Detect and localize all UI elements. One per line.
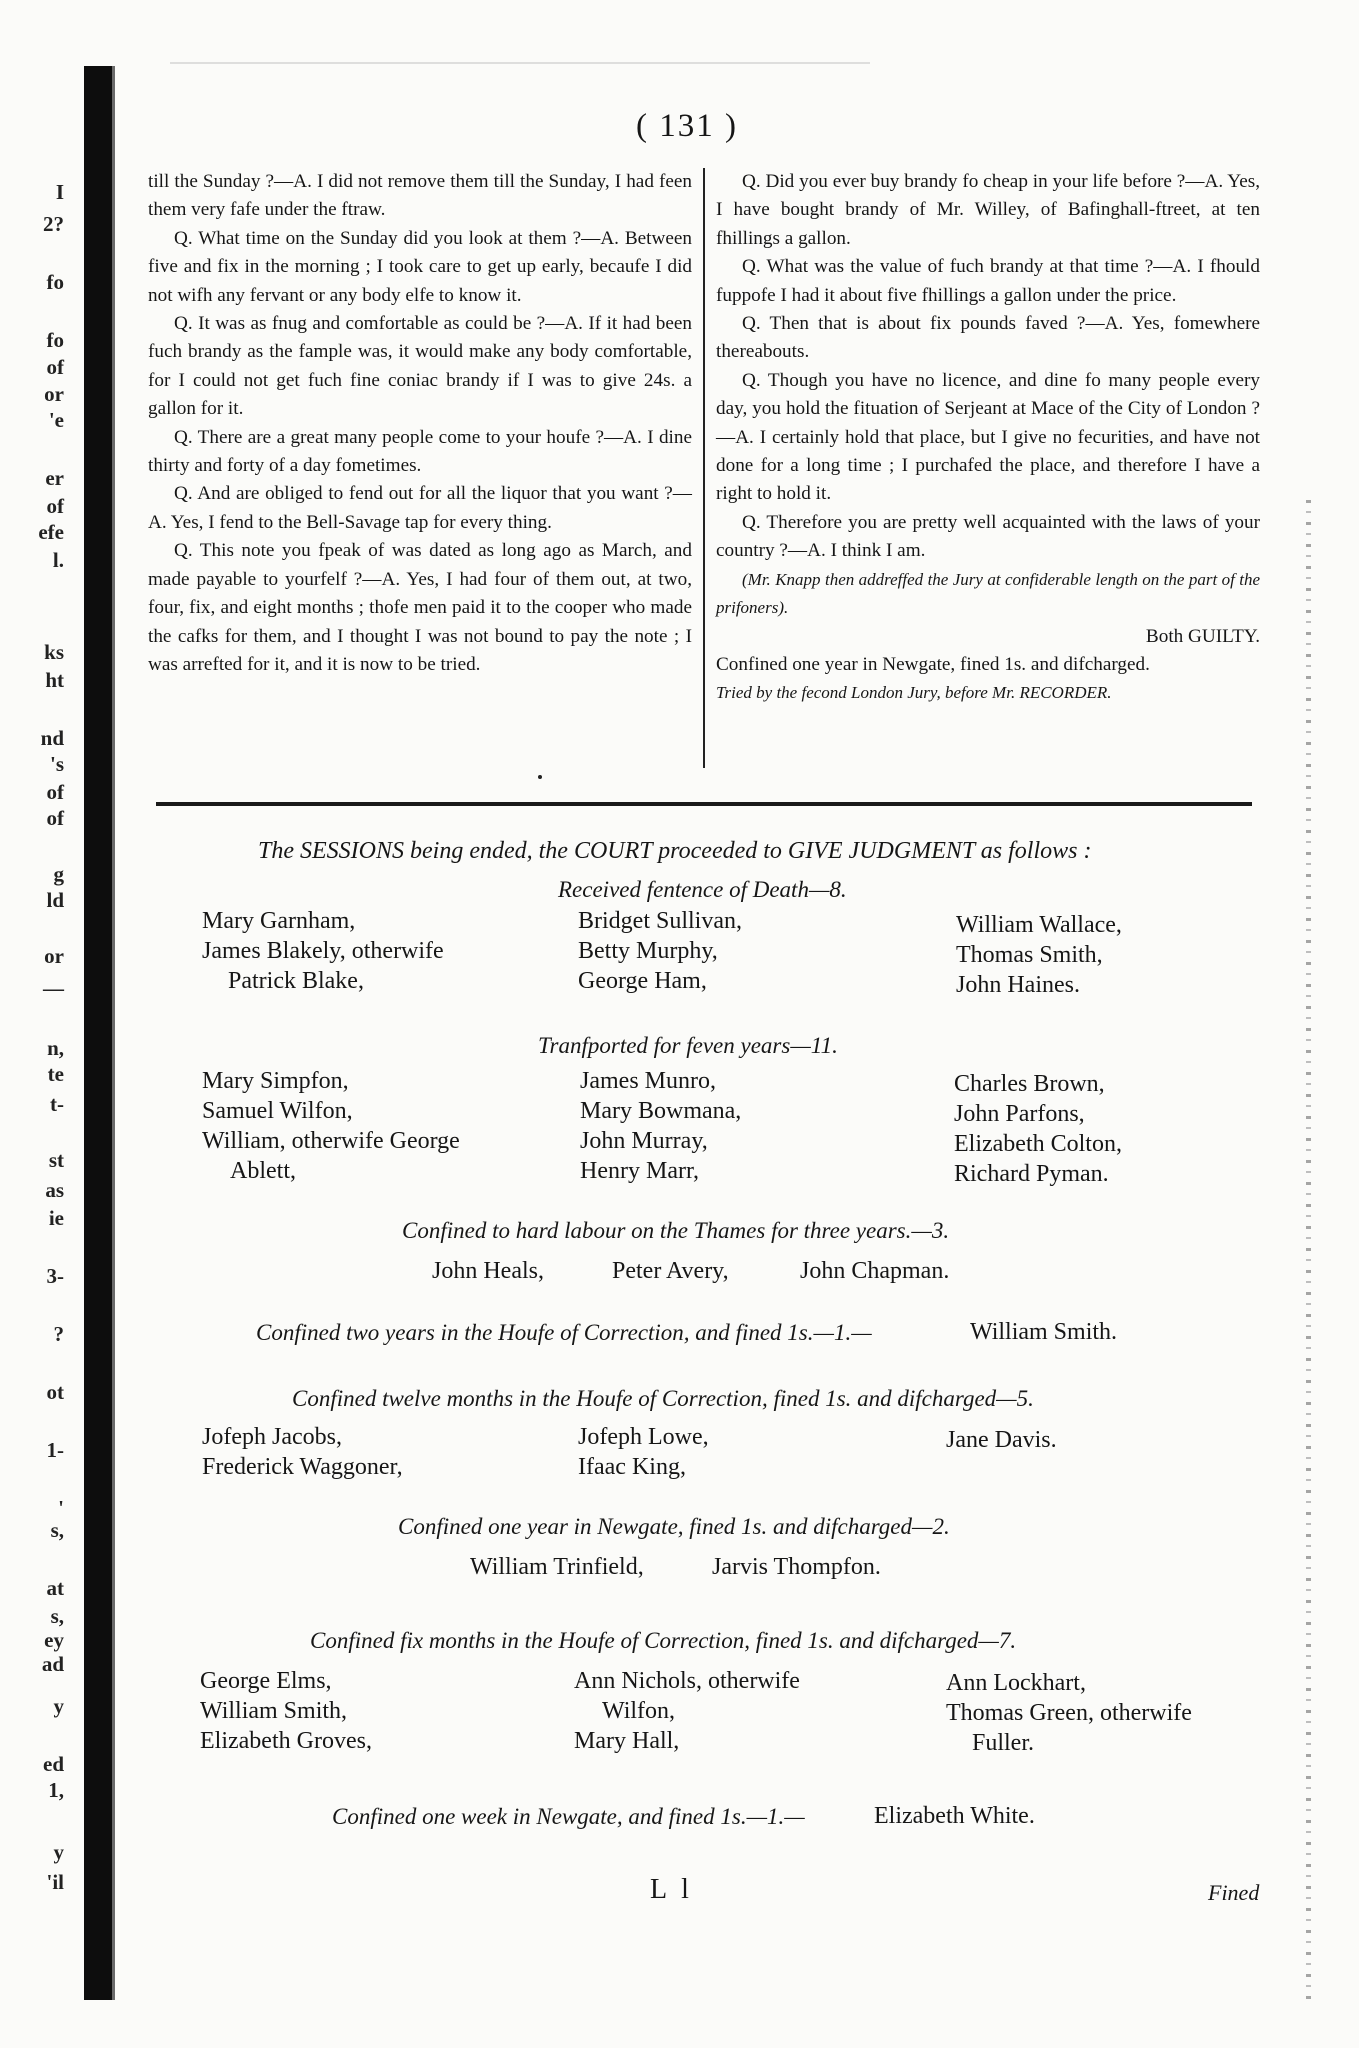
facing-page-letter: g — [53, 862, 64, 886]
facing-page-letter: te — [47, 1062, 64, 1086]
verdict: Both GUILTY. — [1145, 625, 1260, 647]
catchword: Fined — [1208, 1880, 1260, 1905]
convict-name: Elizabeth Groves, — [200, 1728, 372, 1754]
convict-name: Bridget Sullivan, — [578, 908, 742, 934]
convict-name: William Smith, — [200, 1698, 348, 1724]
convict-name: Charles Brown, — [954, 1071, 1105, 1097]
convict-name: John Chapman. — [800, 1258, 950, 1284]
convict-name: Jarvis Thompfon. — [712, 1554, 881, 1580]
facing-page-letter: n, — [47, 1036, 64, 1060]
convict-name: Jofeph Jacobs, — [202, 1424, 342, 1450]
facing-page-letter: 1, — [48, 1778, 64, 1802]
column-divider — [703, 168, 705, 768]
convict-name: Mary Simpfon, — [202, 1068, 349, 1094]
death-heading: Received fentence of Death—8. — [558, 877, 847, 902]
facing-page-fragment — [0, 0, 72, 2048]
convict-name: Thomas Smith, — [956, 942, 1103, 968]
facing-page-letter: I — [55, 180, 64, 204]
convict-name: Patrick Blake, — [228, 968, 364, 994]
facing-page-letter: y — [53, 1840, 64, 1864]
jury-note: Tried by the fecond London Jury, before Mr. RECORDER. — [716, 683, 1112, 703]
counsel-note: (Mr. Knapp then addreffed the Jury at confiderable length on the part of the prifoners). — [716, 569, 1260, 618]
facing-page-letter: y — [53, 1694, 64, 1718]
convict-name: Peter Avery, — [612, 1258, 729, 1284]
facing-page-letter: nd — [40, 726, 64, 750]
facing-page-letter: 2? — [43, 212, 64, 236]
convict-name: Richard Pyman. — [954, 1161, 1109, 1187]
facing-page-letter: ed — [43, 1752, 64, 1776]
convict-name: Wilfon, — [602, 1698, 676, 1724]
convict-name: Ifaac King, — [578, 1454, 686, 1480]
testimony-paragraph: Q. Then that is about fix pounds faved ?—A. Yes, fomewhere thereabouts. — [716, 313, 1260, 363]
testimony-paragraph: Q. What was the value of fuch brandy at that time ?—A. I fhould fuppofe I had it about five fhillings a gallon under the price. — [716, 256, 1260, 306]
convict-name: William Wallace, — [956, 912, 1122, 938]
convict-name: James Munro, — [580, 1068, 716, 1094]
facing-page-letter: fo — [46, 328, 64, 352]
testimony-paragraph: Q. There are a great many people come to your houfe ?—A. I dine thirty and forty of a day fometimes. — [148, 426, 692, 477]
stray-dot — [538, 775, 542, 779]
facing-page-letter: or — [44, 382, 64, 406]
convict-name: Thomas Green, otherwife — [946, 1700, 1192, 1726]
convict-name: John Parfons, — [954, 1101, 1085, 1127]
facing-page-letter: er — [45, 466, 64, 490]
page-number: ( 131 ) — [636, 108, 738, 144]
one-week-heading: Confined one week in Newgate, and fined 1s.—1.— — [332, 1804, 805, 1829]
facing-page-letter: fo — [46, 270, 64, 294]
convict-name: Ann Nichols, otherwife — [574, 1668, 800, 1694]
left-testimony-column — [148, 168, 692, 679]
facing-page-letter: of — [46, 780, 64, 804]
convict-name: James Blakely, otherwife — [202, 938, 444, 964]
facing-page-letter: 'il — [46, 1870, 64, 1894]
facing-page-letter: ht — [45, 668, 64, 692]
two-years-heading: Confined two years in the Houfe of Correction, and fined 1s.—1.— — [256, 1320, 872, 1345]
right-testimony-column — [716, 168, 1260, 708]
thames-heading: Confined to hard labour on the Thames for three years.—3. — [402, 1218, 950, 1243]
facing-page-letter: ey — [44, 1628, 64, 1652]
six-months-heading: Confined fix months in the Houfe of Correction, fined 1s. and difcharged—7. — [310, 1628, 1017, 1653]
facing-page-letter: s, — [50, 1604, 64, 1628]
facing-page-letter: s, — [50, 1518, 64, 1542]
convict-name: John Heals, — [432, 1258, 544, 1284]
facing-page-letter: ' — [58, 1496, 64, 1520]
case-sentence: Confined one year in Newgate, fined 1s. and difcharged. — [716, 653, 1150, 675]
facing-page-letter: of — [46, 494, 64, 518]
testimony-paragraph: Q. Therefore you are pretty well acquainted with the laws of your country ?—A. I think I am. — [716, 511, 1260, 562]
twelve-months-heading: Confined twelve months in the Houfe of Correction, fined 1s. and difcharged—5. — [292, 1386, 1034, 1411]
binding-spine — [84, 66, 112, 2000]
transported-heading: Tranfported for feven years—11. — [538, 1033, 838, 1058]
convict-name: Mary Bowmana, — [580, 1098, 742, 1124]
binding-edge — [112, 66, 115, 2000]
facing-page-letter: at — [46, 1576, 64, 1600]
convict-name: Jofeph Lowe, — [578, 1424, 709, 1450]
convict-name: George Ham, — [578, 968, 707, 994]
facing-page-letter: 1- — [46, 1438, 64, 1462]
facing-page-letter: efe — [38, 520, 64, 544]
convict-name: Henry Marr, — [580, 1158, 699, 1184]
facing-page-letter: 's — [49, 752, 64, 776]
convict-name: Samuel Wilfon, — [202, 1098, 353, 1124]
judgment-heading: The SESSIONS being ended, the COURT proceeded to GIVE JUDGMENT as follows : — [258, 838, 1092, 864]
convict-name: William Smith. — [970, 1319, 1118, 1345]
testimony-paragraph: till the Sunday ?—A. I did not remove them till the Sunday, I had feen them very fafe under the ftraw. — [148, 171, 692, 221]
testimony-paragraph: Q. Did you ever buy brandy fo cheap in your life before ?—A. Yes, I have bought brandy of Mr. Willey, of Bafinghall-ftreet, at ten fhillings a gallon. — [716, 171, 1260, 249]
newgate-year-heading: Confined one year in Newgate, fined 1s. and difcharged—2. — [398, 1514, 950, 1539]
facing-page-letter: — — [43, 976, 64, 1000]
testimony-paragraph: Q. What time on the Sunday did you look at them ?—A. Between five and fix in the morning ; I took care to get up early, becaufe I did not wifh any fervant or any body elfe to know it. — [148, 227, 692, 306]
convict-name: Mary Garnham, — [202, 908, 356, 934]
section-rule — [156, 802, 1252, 806]
facing-page-letter: st — [48, 1148, 64, 1172]
facing-page-letter: ie — [48, 1206, 64, 1230]
facing-page-letter: of — [46, 355, 64, 379]
convict-name: William, otherwife George — [202, 1128, 460, 1154]
facing-page-letter: t- — [50, 1092, 64, 1116]
convict-name: Elizabeth Colton, — [954, 1131, 1122, 1157]
convict-name: Jane Davis. — [946, 1427, 1057, 1453]
testimony-paragraph: Q. This note you fpeak of was dated as long ago as March, and made payable to yourfelf ?—A. Yes, I had four of them out, at two, four, fix, and eight months ; thofe men paid it to the cooper who made the cafks for them, and I thought I was not bound to pay the note ; I was arrefted for it, and it is now to be tried. — [148, 540, 692, 675]
facing-page-letter: ld — [46, 888, 64, 912]
convict-name: George Elms, — [200, 1668, 332, 1694]
testimony-paragraph: Q. And are obliged to fend out for all the liquor that you want ?—A. Yes, I fend to the Bell-Savage tap for every thing. — [148, 483, 692, 533]
convict-name: Frederick Waggoner, — [202, 1454, 403, 1480]
convict-name: Ann Lockhart, — [946, 1670, 1086, 1696]
convict-name: Fuller. — [972, 1730, 1035, 1756]
convict-name: Betty Murphy, — [578, 938, 718, 964]
convict-name: John Murray, — [580, 1128, 708, 1154]
convict-name: John Haines. — [956, 972, 1080, 998]
facing-page-letter: ? — [53, 1322, 64, 1346]
signature-mark: L l — [650, 1874, 693, 1905]
facing-page-letter: or — [44, 944, 64, 968]
facing-page-letter: ks — [44, 640, 64, 664]
testimony-paragraph: Q. Though you have no licence, and dine fo many people every day, you hold the fituation of Serjeant at Mace of the City of London ?—A. I certainly hold that place, but I give no fecurities, and have not done for a long time ; I purchafed the place, and therefore I have a right to hold it. — [716, 369, 1260, 505]
facing-page-letter: 'e — [48, 408, 64, 432]
facing-page-letter: ot — [46, 1380, 64, 1404]
facing-page-letter: ad — [41, 1652, 64, 1676]
convict-name: Mary Hall, — [574, 1728, 680, 1754]
convict-name: Elizabeth White. — [874, 1803, 1035, 1829]
facing-page-letter: of — [46, 806, 64, 830]
convict-name: William Trinfield, — [470, 1554, 644, 1580]
convict-name: Ablett, — [230, 1158, 296, 1184]
facing-page-letter: 3- — [46, 1264, 64, 1288]
facing-page-letter: as — [45, 1178, 64, 1202]
testimony-paragraph: Q. It was as fnug and comfortable as could be ?—A. If it had been fuch brandy as the fample was, it would make any body comfortable, for I could not get fuch fine coniac brandy if I was to give 24s. a gallon for it. — [148, 313, 692, 420]
top-margin-specks — [170, 62, 870, 64]
facing-page-letter: l. — [52, 548, 64, 572]
page-edge-noise — [1306, 500, 1311, 2000]
